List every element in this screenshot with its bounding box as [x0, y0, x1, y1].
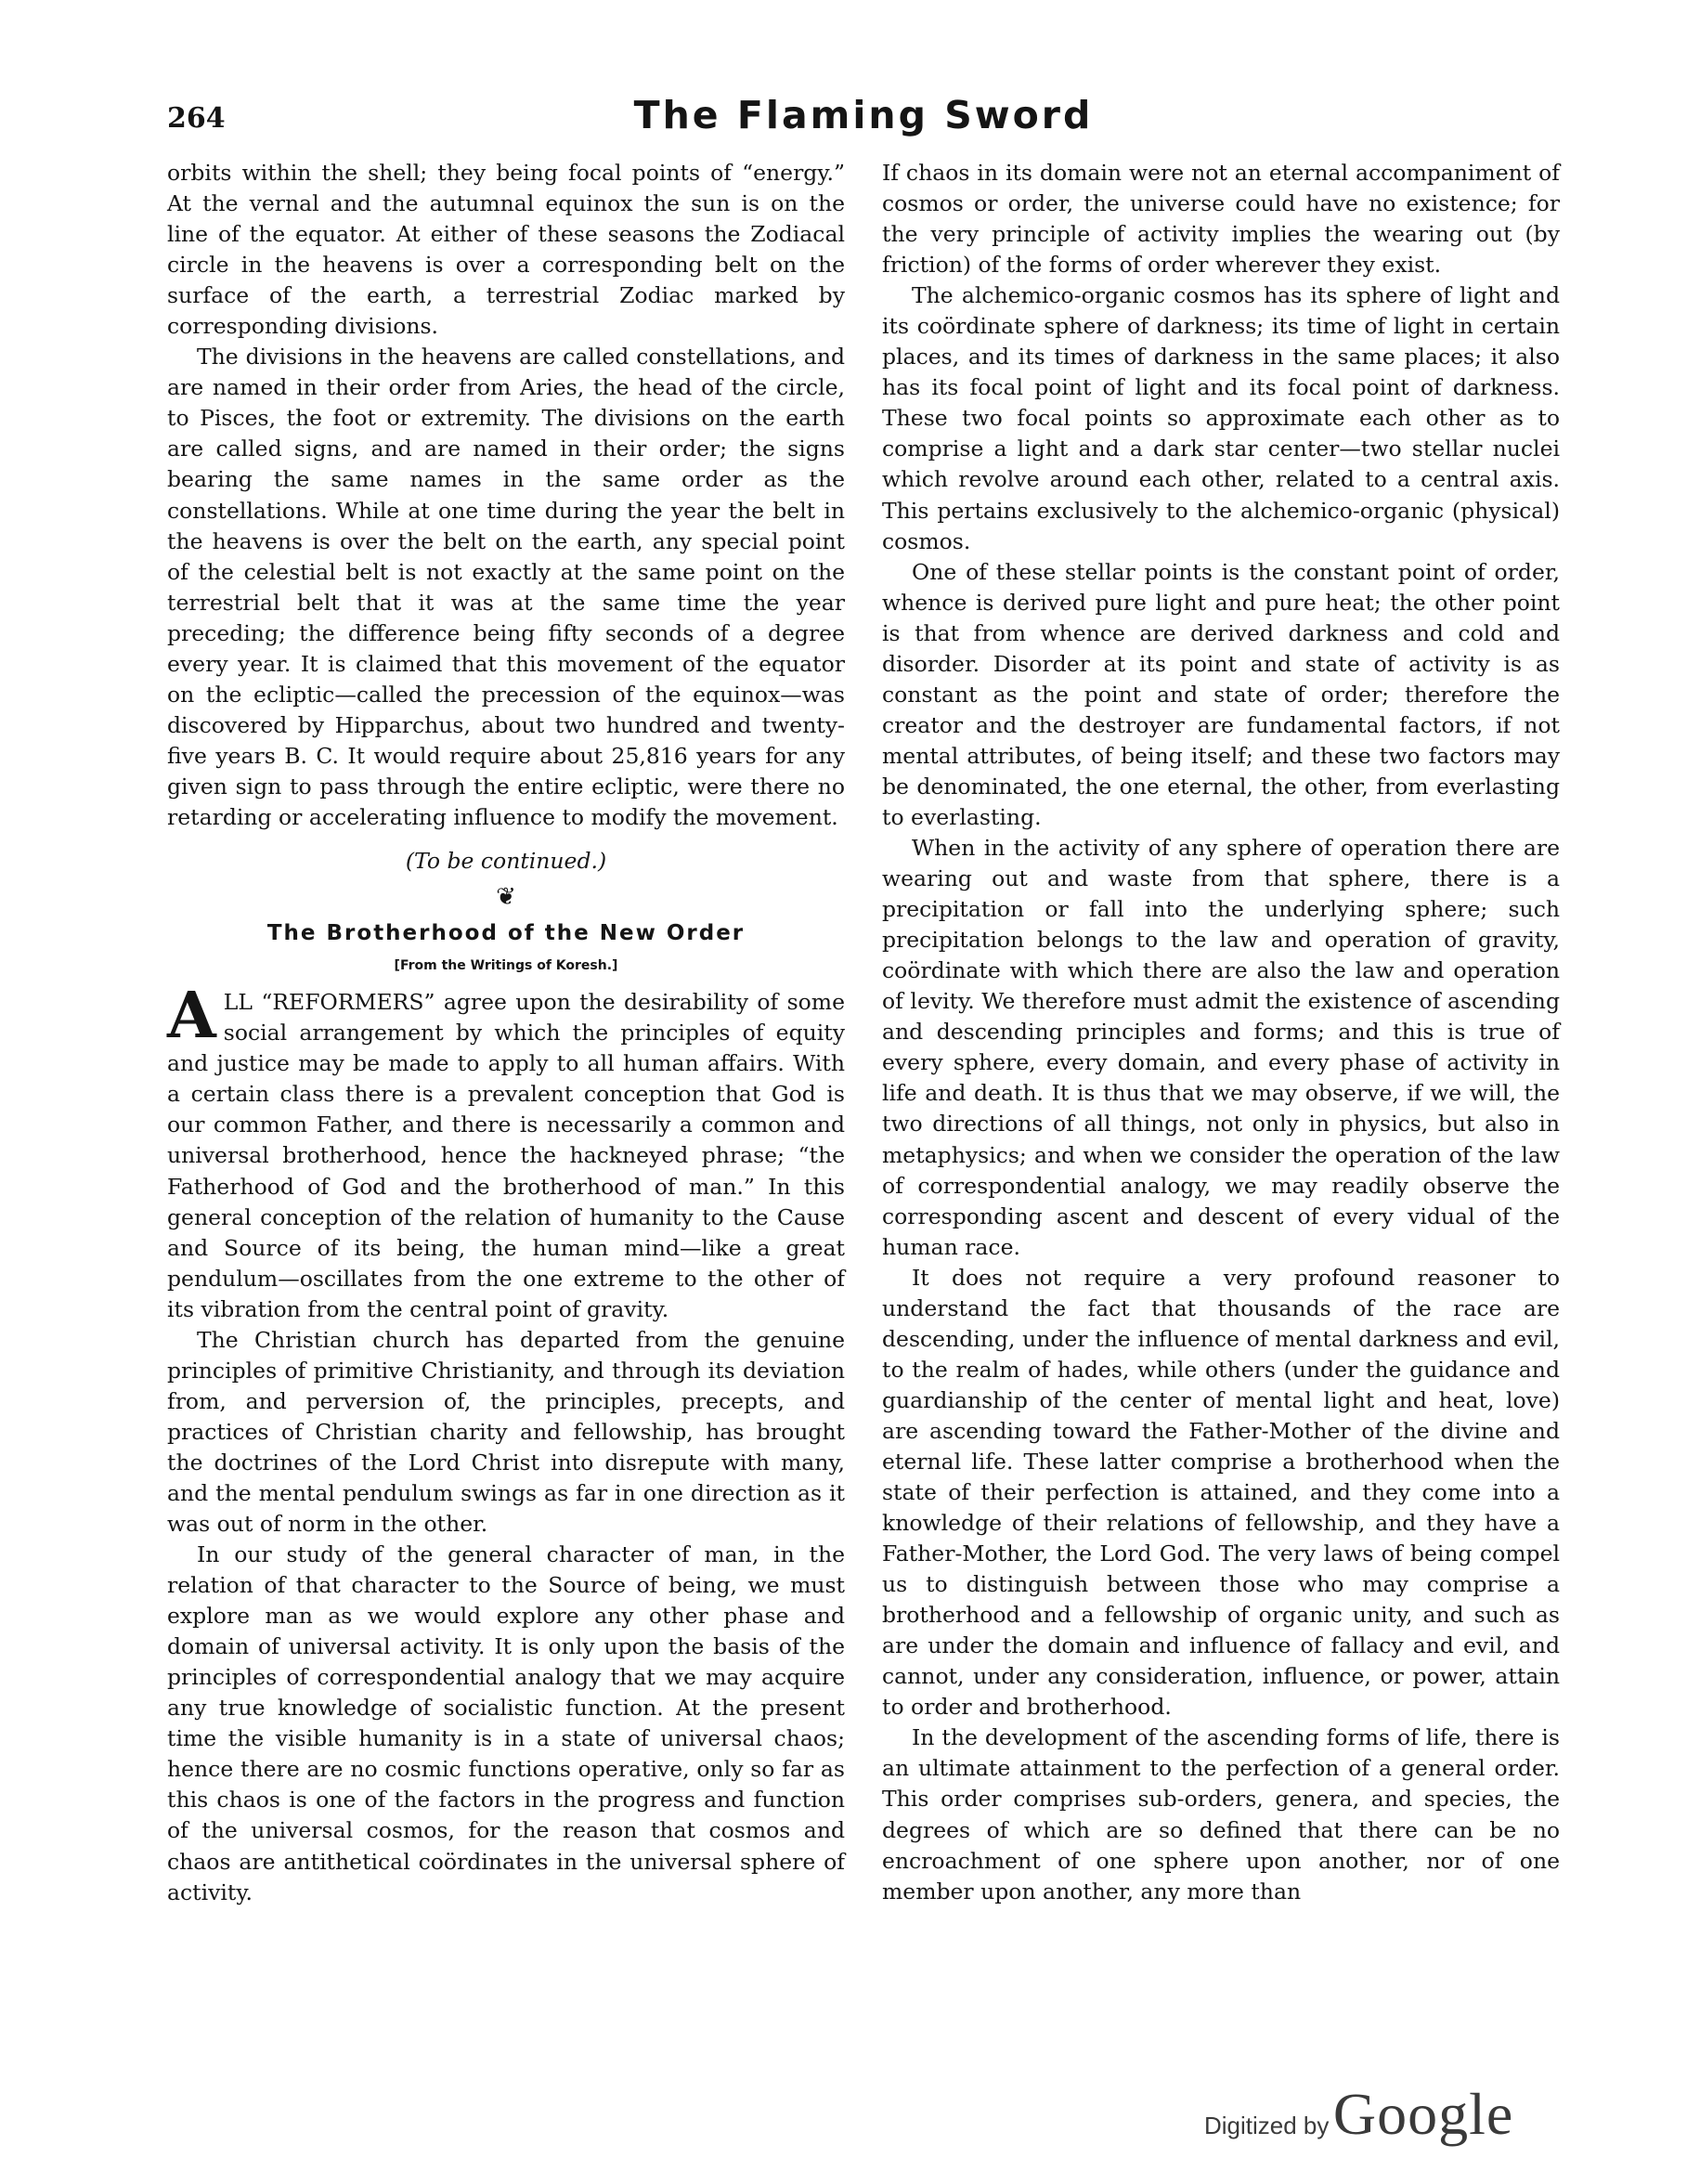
watermark-prefix: Digitized by: [1204, 2112, 1330, 2139]
article-title: The Brotherhood of the New Order: [266, 921, 746, 946]
page-header: [167, 93, 1560, 149]
article-paragraph: The Christian church has departed from the genuine principles of primitive Christianity, and through its deviation from, and perversion of, the principles, precepts, and practices of Christian charity and fellowship, has brought the doctrines of the Lord Christ into disrepute with many, and the mental pendulum swings as far in one direction as it was out of norm in the other.: [167, 1326, 845, 1538]
article-paragraph: It does not require a very profound reasoner to understand the fact that thousands of the race are descending, under the influence of mental darkness and evil, to the realm of hades, while others (under the guidance and guardianship of the center of mental light and heat, love) are ascending toward the Father-Mother of the divine and eternal life. These latter comprise a brotherhood when the state of their perfection is attained, and they come into a knowledge of their relations of fellowship, and they have a Father-Mother, the Lord God. The very laws of being compel us to distinguish between those who may comprise a brotherhood and a fellowship of organic unity, and such as are under the domain and influence of fallacy and evil, and cannot, under any consideration, influence, or power, attain to order and brotherhood.: [882, 1264, 1560, 1721]
article-paragraph-text: LL “REFORMERS” agree upon the desirability of some social arrangement by which the principles of equity and justice may be made to apply to all human affairs. With a certain class there is a prevalent conception that God is our common Father, and there is necessarily a common and universal brotherhood, hence the hackneyed phrase; “the Fatherhood of God and the brotherhood of man.” In this general conception of the relation of humanity to the Cause and Source of its being, the human mind—like a great pendulum—oscillates from the one extreme to the other of its vibration from the central point of gravity.: [167, 989, 845, 1322]
fleuron-ornament-icon: ❦: [496, 883, 516, 912]
page-number: 264: [167, 102, 226, 135]
watermark-brand-logo: Google: [1332, 2081, 1514, 2147]
article-paragraph: When in the activity of any sphere of operation there are wearing out and waste from that sphere, there is a precipitation or fall into the underlying sphere; such precipitation belongs to the law and operation of gravity, coördinate with which there are also the law and operation of levity. We therefore must admit the existence of ascending and descending principles and forms; and this is true of every sphere, every domain, and every phase of activity in life and death. It is thus that we may observe, if we will, the two directions of all things, not only in physics, but also in metaphysics; and when we consider the operation of the law of correspondential analogy, we may readily observe the corresponding ascent and descent of every vidual of the human race.: [882, 835, 1560, 1260]
article-paragraph: [167, 979, 845, 1325]
article-paragraph: If chaos in its domain were not an eternal accompaniment of cosmos or order, the universe could have no existence; for the very principle of activity implies the wearing out (by friction) of the forms of order wherever they exist.: [882, 160, 1560, 279]
to-be-continued-note: (To be continued.): [405, 848, 607, 875]
article-paragraph: One of these stellar points is the constant point of order, whence is derived pure light and pure heat; the other point is that from whence are derived darkness and cold and disorder. Disorder at its point and state of activity is as constant as the point and state of order; therefore the creator and the destroyer are fundamental factors, if not mental attributes, of being itself; and these two factors may be denominated, the one eternal, the other, from everlasting to everlasting.: [882, 558, 1560, 830]
left-column: [167, 158, 845, 1908]
article-paragraph: In the development of the ascending forms of life, there is an ultimate attainment to the perfection of a general order. This order comprises sub-orders, genera, and species, the degrees of which are so defined that there can be no encroachment of one sphere upon another, nor of one member upon another, any more than: [882, 1724, 1560, 1904]
article-paragraph: In our study of the general character of man, in the relation of that character to the Source of being, we must explore man as we would explore any other phase and domain of universal activity. It is only upon the basis of the principles of correspondential analogy that we may acquire any true knowledge of socialistic function. At the present time the visible humanity is in a state of universal chaos; hence there are no cosmic functions operative, only so far as this chaos is one of the factors in the progress and function of the universal cosmos, for the reason that cosmos and chaos are antithetical coördinates in the universal sphere of activity.: [167, 1541, 845, 1905]
article-paragraph: The alchemico-organic cosmos has its sphere of light and its coördinate sphere of darkness; its time of light in certain places, and its times of darkness in the same places; it also has its focal point of light and its focal point of darkness. These two focal points so approximate each other as to comprise a light and a dark star center—two stellar nuclei which revolve around each other, related to a central axis. This pertains exclusively to the alchemico-organic (physical) cosmos.: [882, 282, 1560, 554]
article-source: [From the Writings of Koresh.]: [394, 958, 618, 974]
continuation-paragraph: orbits within the shell; they being focal points of “energy.” At the vernal and the autumnal equinox the sun is on the line of the equator. At either of these seasons the Zodiacal circle in the heavens is over a corresponding belt on the surface of the earth, a terrestrial Zodiac marked by corresponding divisions.: [167, 160, 845, 340]
right-column: [882, 158, 1560, 1907]
continuation-paragraph: The divisions in the heavens are called constellations, and are named in their order from Aries, the head of the circle, to Pisces, the foot or extremity. The divisions on the earth are called signs, and are named in their order; the signs bearing the same names in the same order as the constellations. While at one time during the year the belt in the heavens is over the belt on the earth, any special point of the celestial belt is not exactly at the same point on the terrestrial belt that it was at the same time the year preceding; the difference being fifty seconds of a degree every year. It is claimed that this movement of the equator on the ecliptic—called the precession of the equinox—was discovered by Hipparchus, about two hundred and twenty-five years B. C. It would require about 25,816 years for any given sign to pass through the entire ecliptic, were there no retarding or accelerating influence to modify the movement.: [167, 344, 845, 830]
drop-cap: A: [167, 979, 216, 1054]
journal-title: The Flaming Sword: [633, 93, 1094, 137]
digitized-watermark: [1204, 2080, 1513, 2149]
